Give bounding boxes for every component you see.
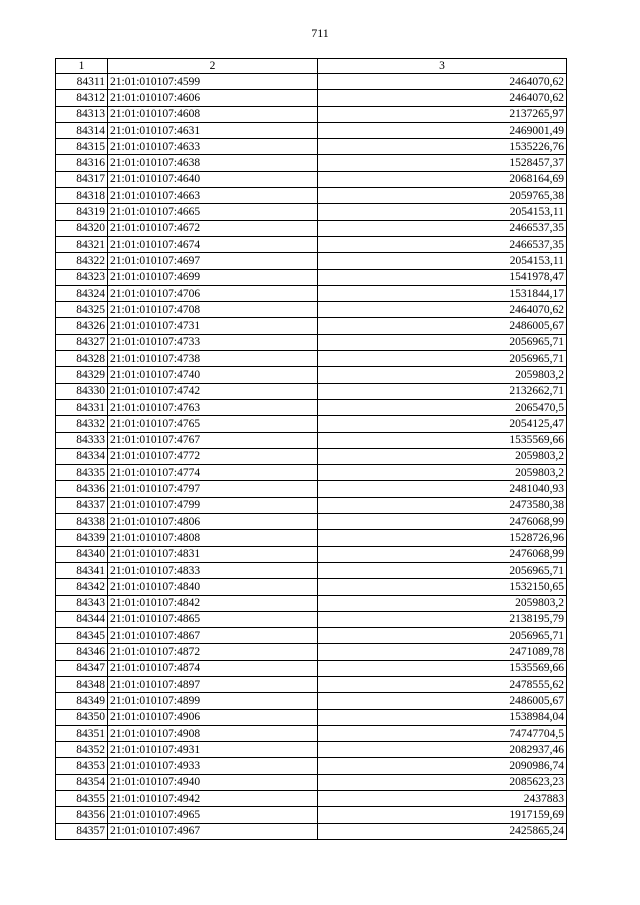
cadastral-number-cell: 21:01:010107:4663	[108, 188, 318, 204]
cadastral-value-cell: 2059803,2	[318, 465, 567, 481]
cadastral-number-cell: 21:01:010107:4708	[108, 302, 318, 318]
cadastral-value-cell: 2056965,71	[318, 334, 567, 350]
row-number-cell: 84340	[56, 546, 108, 562]
cadastral-value-cell: 2082937,46	[318, 742, 567, 758]
table-row	[56, 742, 567, 758]
row-number-cell: 84342	[56, 579, 108, 595]
table-row	[56, 530, 567, 546]
cadastral-value-cell: 1535569,66	[318, 660, 567, 676]
cadastral-value-cell: 2059803,2	[318, 448, 567, 464]
row-number-cell: 84346	[56, 644, 108, 660]
table-row	[56, 399, 567, 415]
table-body	[56, 74, 567, 840]
cadastral-value-cell: 2471089,78	[318, 644, 567, 660]
cadastral-number-cell: 21:01:010107:4806	[108, 514, 318, 530]
table-row	[56, 644, 567, 660]
cadastral-value-cell: 2054125,47	[318, 416, 567, 432]
cadastral-value-cell: 2056965,71	[318, 628, 567, 644]
table-row	[56, 481, 567, 497]
cadastral-number-cell: 21:01:010107:4763	[108, 399, 318, 415]
cadastral-number-cell: 21:01:010107:4608	[108, 106, 318, 122]
table-row	[56, 546, 567, 562]
cadastral-number-cell: 21:01:010107:4631	[108, 122, 318, 138]
row-number-cell: 84357	[56, 823, 108, 839]
cadastral-number-cell: 21:01:010107:4797	[108, 481, 318, 497]
cadastral-number-cell: 21:01:010107:4699	[108, 269, 318, 285]
cadastral-number-cell: 21:01:010107:4833	[108, 562, 318, 578]
row-number-cell: 84332	[56, 416, 108, 432]
cadastral-value-cell: 2473580,38	[318, 497, 567, 513]
cadastral-value-cell: 2056965,71	[318, 562, 567, 578]
row-number-cell: 84318	[56, 188, 108, 204]
table-row	[56, 514, 567, 530]
row-number-cell: 84321	[56, 236, 108, 252]
cadastral-number-cell: 21:01:010107:4842	[108, 595, 318, 611]
cadastral-number-cell: 21:01:010107:4665	[108, 204, 318, 220]
row-number-cell: 84334	[56, 448, 108, 464]
cadastral-value-cell: 2486005,67	[318, 318, 567, 334]
row-number-cell: 84335	[56, 465, 108, 481]
row-number-cell: 84320	[56, 220, 108, 236]
table-row	[56, 236, 567, 252]
cadastral-value-cell: 2056965,71	[318, 351, 567, 367]
cadastral-number-cell: 21:01:010107:4765	[108, 416, 318, 432]
row-number-cell: 84347	[56, 660, 108, 676]
table-row	[56, 383, 567, 399]
cadastral-number-cell: 21:01:010107:4933	[108, 758, 318, 774]
cadastral-value-cell: 2059803,2	[318, 595, 567, 611]
table-row	[56, 171, 567, 187]
row-number-cell: 84356	[56, 807, 108, 823]
table-row	[56, 448, 567, 464]
table-row	[56, 285, 567, 301]
row-number-cell: 84329	[56, 367, 108, 383]
cadastral-value-cell: 2437883	[318, 791, 567, 807]
cadastral-value-cell: 2068164,69	[318, 171, 567, 187]
row-number-cell: 84341	[56, 562, 108, 578]
table-row	[56, 660, 567, 676]
cadastral-number-cell: 21:01:010107:4808	[108, 530, 318, 546]
cadastral-number-cell: 21:01:010107:4697	[108, 253, 318, 269]
cadastral-value-cell: 2478555,62	[318, 676, 567, 692]
cadastral-value-cell: 2464070,62	[318, 90, 567, 106]
row-number-cell: 84314	[56, 122, 108, 138]
cadastral-number-cell: 21:01:010107:4942	[108, 791, 318, 807]
cadastral-number-cell: 21:01:010107:4906	[108, 709, 318, 725]
cadastral-value-cell: 1531844,17	[318, 285, 567, 301]
row-number-cell: 84315	[56, 139, 108, 155]
cadastral-value-cell: 2065470,5	[318, 399, 567, 415]
cadastral-number-cell: 21:01:010107:4674	[108, 236, 318, 252]
table-row	[56, 318, 567, 334]
cadastral-number-cell: 21:01:010107:4731	[108, 318, 318, 334]
row-number-cell: 84338	[56, 514, 108, 530]
table-row	[56, 791, 567, 807]
row-number-cell: 84351	[56, 725, 108, 741]
table-row	[56, 302, 567, 318]
cadastral-value-cell: 1528726,96	[318, 530, 567, 546]
cadastral-number-cell: 21:01:010107:4865	[108, 611, 318, 627]
row-number-cell: 84323	[56, 269, 108, 285]
cadastral-number-cell: 21:01:010107:4940	[108, 774, 318, 790]
cadastral-number-cell: 21:01:010107:4872	[108, 644, 318, 660]
cadastral-value-cell: 2486005,67	[318, 693, 567, 709]
table-row	[56, 709, 567, 725]
cadastral-value-cell: 2476068,99	[318, 546, 567, 562]
row-number-cell: 84354	[56, 774, 108, 790]
cadastral-value-cell: 2085623,23	[318, 774, 567, 790]
cadastral-value-cell: 2464070,62	[318, 302, 567, 318]
row-number-cell: 84355	[56, 791, 108, 807]
table-row	[56, 628, 567, 644]
row-number-cell: 84352	[56, 742, 108, 758]
row-number-cell: 84324	[56, 285, 108, 301]
cadastral-value-cell: 2137265,97	[318, 106, 567, 122]
table-row	[56, 807, 567, 823]
cadastral-number-cell: 21:01:010107:4774	[108, 465, 318, 481]
table-row	[56, 774, 567, 790]
cadastral-value-cell: 1528457,37	[318, 155, 567, 171]
table-row	[56, 204, 567, 220]
table-row	[56, 725, 567, 741]
table-row	[56, 595, 567, 611]
cadastral-value-cell: 1535226,76	[318, 139, 567, 155]
data-table	[55, 58, 567, 840]
table-row	[56, 74, 567, 90]
cadastral-number-cell: 21:01:010107:4831	[108, 546, 318, 562]
table-row	[56, 188, 567, 204]
row-number-cell: 84331	[56, 399, 108, 415]
table-row	[56, 465, 567, 481]
cadastral-number-cell: 21:01:010107:4672	[108, 220, 318, 236]
table-row	[56, 758, 567, 774]
table-row	[56, 220, 567, 236]
cadastral-value-cell: 1535569,66	[318, 432, 567, 448]
row-number-cell: 84353	[56, 758, 108, 774]
cadastral-number-cell: 21:01:010107:4899	[108, 693, 318, 709]
row-number-cell: 84322	[56, 253, 108, 269]
row-number-cell: 84345	[56, 628, 108, 644]
table-row	[56, 693, 567, 709]
cadastral-value-cell: 2425865,24	[318, 823, 567, 839]
page-number: 711	[311, 26, 329, 40]
cadastral-number-cell: 21:01:010107:4867	[108, 628, 318, 644]
cadastral-number-cell: 21:01:010107:4967	[108, 823, 318, 839]
cadastral-value-cell: 1541978,47	[318, 269, 567, 285]
cadastral-value-cell: 2132662,71	[318, 383, 567, 399]
row-number-cell: 84350	[56, 709, 108, 725]
cadastral-number-cell: 21:01:010107:4772	[108, 448, 318, 464]
table-row	[56, 497, 567, 513]
cadastral-number-cell: 21:01:010107:4742	[108, 383, 318, 399]
table-row	[56, 334, 567, 350]
table-row	[56, 253, 567, 269]
table-row	[56, 416, 567, 432]
row-number-cell: 84349	[56, 693, 108, 709]
table-row	[56, 611, 567, 627]
row-number-cell: 84319	[56, 204, 108, 220]
cadastral-value-cell: 2481040,93	[318, 481, 567, 497]
table-row	[56, 823, 567, 839]
row-number-cell: 84330	[56, 383, 108, 399]
row-number-cell: 84333	[56, 432, 108, 448]
row-number-cell: 84343	[56, 595, 108, 611]
cadastral-number-cell: 21:01:010107:4740	[108, 367, 318, 383]
table-row	[56, 155, 567, 171]
cadastral-number-cell: 21:01:010107:4738	[108, 351, 318, 367]
cadastral-value-cell: 1917159,69	[318, 807, 567, 823]
table-row	[56, 351, 567, 367]
row-number-cell: 84325	[56, 302, 108, 318]
cadastral-value-cell: 2476068,99	[318, 514, 567, 530]
cadastral-number-cell: 21:01:010107:4931	[108, 742, 318, 758]
row-number-cell: 84326	[56, 318, 108, 334]
table-row	[56, 122, 567, 138]
cadastral-number-cell: 21:01:010107:4640	[108, 171, 318, 187]
table-header-row	[56, 59, 567, 74]
row-number-cell: 84348	[56, 676, 108, 692]
cadastral-value-cell: 2090986,74	[318, 758, 567, 774]
row-number-cell: 84311	[56, 74, 108, 90]
table-row	[56, 139, 567, 155]
cadastral-value-cell: 2466537,35	[318, 236, 567, 252]
row-number-cell: 84313	[56, 106, 108, 122]
cadastral-number-cell: 21:01:010107:4897	[108, 676, 318, 692]
cadastral-number-cell: 21:01:010107:4767	[108, 432, 318, 448]
cadastral-number-cell: 21:01:010107:4733	[108, 334, 318, 350]
cadastral-number-cell: 21:01:010107:4633	[108, 139, 318, 155]
table-row	[56, 367, 567, 383]
cadastral-value-cell: 2138195,79	[318, 611, 567, 627]
row-number-cell: 84339	[56, 530, 108, 546]
table-row	[56, 106, 567, 122]
cadastral-number-cell: 21:01:010107:4874	[108, 660, 318, 676]
cadastral-value-cell: 2054153,11	[318, 253, 567, 269]
cadastral-value-cell: 2059803,2	[318, 367, 567, 383]
table-row	[56, 579, 567, 595]
column-header-3: 3	[318, 59, 567, 74]
row-number-cell: 84344	[56, 611, 108, 627]
row-number-cell: 84327	[56, 334, 108, 350]
cadastral-number-cell: 21:01:010107:4908	[108, 725, 318, 741]
cadastral-value-cell: 1538984,04	[318, 709, 567, 725]
cadastral-number-cell: 21:01:010107:4965	[108, 807, 318, 823]
table-row	[56, 432, 567, 448]
cadastral-number-cell: 21:01:010107:4606	[108, 90, 318, 106]
table-row	[56, 562, 567, 578]
cadastral-number-cell: 21:01:010107:4638	[108, 155, 318, 171]
table-row	[56, 90, 567, 106]
cadastral-value-cell: 74747704,5	[318, 725, 567, 741]
table-row	[56, 676, 567, 692]
cadastral-value-cell: 2054153,11	[318, 204, 567, 220]
cadastral-number-cell: 21:01:010107:4706	[108, 285, 318, 301]
cadastral-number-cell: 21:01:010107:4799	[108, 497, 318, 513]
row-number-cell: 84337	[56, 497, 108, 513]
cadastral-value-cell: 1532150,65	[318, 579, 567, 595]
cadastral-value-cell: 2059765,38	[318, 188, 567, 204]
cadastral-number-cell: 21:01:010107:4599	[108, 74, 318, 90]
column-header-1: 1	[56, 59, 108, 74]
row-number-cell: 84336	[56, 481, 108, 497]
row-number-cell: 84316	[56, 155, 108, 171]
row-number-cell: 84312	[56, 90, 108, 106]
table-row	[56, 269, 567, 285]
column-header-2: 2	[108, 59, 318, 74]
cadastral-value-cell: 2466537,35	[318, 220, 567, 236]
row-number-cell: 84317	[56, 171, 108, 187]
cadastral-value-cell: 2464070,62	[318, 74, 567, 90]
cadastral-value-cell: 2469001,49	[318, 122, 567, 138]
cadastral-number-cell: 21:01:010107:4840	[108, 579, 318, 595]
row-number-cell: 84328	[56, 351, 108, 367]
